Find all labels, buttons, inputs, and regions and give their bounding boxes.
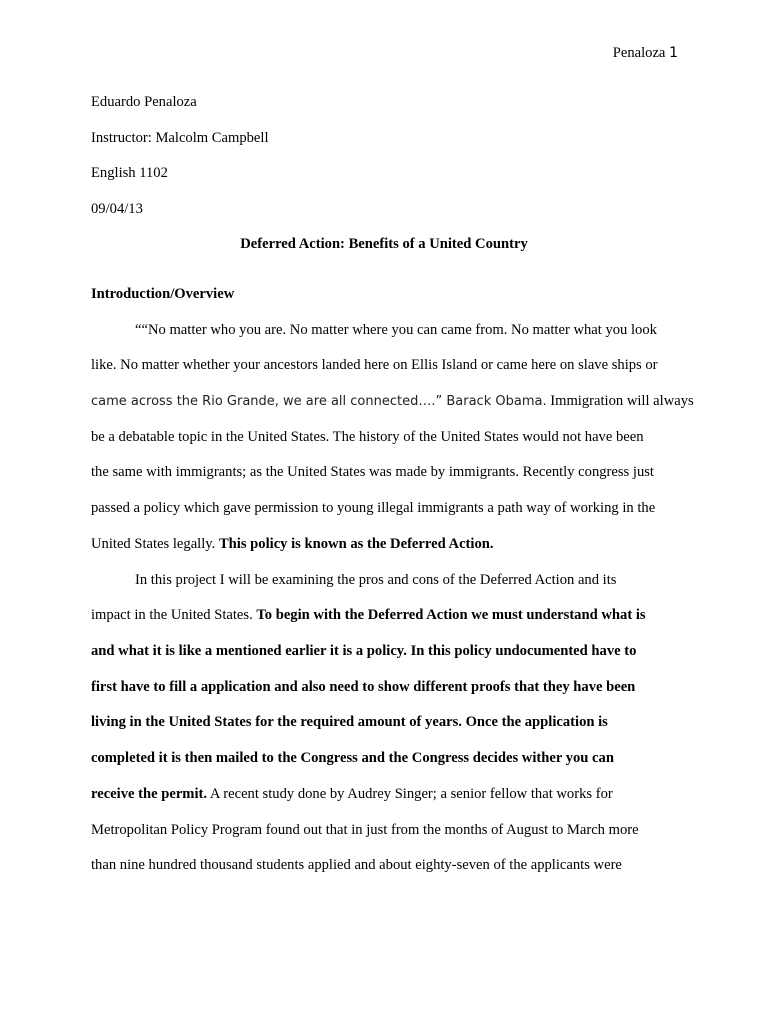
paragraph1-line7 <box>91 535 677 553</box>
paragraph1-line7-plain: United States legally. <box>91 536 219 552</box>
paragraph2-line3: and what it is like a mentioned earlier it is a policy. In this policy undocumented have to <box>91 643 637 659</box>
paragraph2-line9: than nine hundred thousand students applied and about eighty-seven of the applicants were <box>91 857 622 873</box>
paragraph2-line5: living in the United States for the required amount of years. Once the application is <box>91 714 608 730</box>
running-header <box>613 45 678 62</box>
paragraph1-line3-rest: Immigration will always <box>546 393 694 409</box>
paragraph2-line6: completed it is then mailed to the Congress and the Congress decides wither you can <box>91 750 614 766</box>
paragraph2-line1: In this project I will be examining the pros and cons of the Deferred Action and its <box>135 572 617 588</box>
page-number: 1 <box>669 45 678 61</box>
paragraph2-line7 <box>91 785 677 803</box>
paragraph1-line3 <box>91 392 694 411</box>
paragraph1-line4: be a debatable topic in the United States. The history of the United States would not have been <box>91 429 644 445</box>
running-head-name: Penaloza <box>612 45 666 61</box>
course-name: English 1102 <box>91 165 168 181</box>
section-heading: Introduction/Overview <box>91 286 235 302</box>
paragraph2-line2-plain: impact in the United States. <box>91 607 257 623</box>
paragraph1-line5: the same with immigrants; as the United States was made by immigrants. Recently congress just <box>91 464 654 480</box>
paragraph1-line6: passed a policy which gave permission to young illegal immigrants a path way of working in the <box>91 500 656 516</box>
paragraph2-line4: first have to fill a application and also need to show different proofs that they have been <box>91 679 636 695</box>
paragraph1-line7-bold: This policy is known as the Deferred Action. <box>218 536 494 552</box>
essay-title: Deferred Action: Benefits of a United Country <box>240 236 528 252</box>
paragraph2-line2-bold: To begin with the Deferred Action we must understand what is <box>256 607 646 623</box>
paragraph1-line1: ““No matter who you are. No matter where you can came from. No matter what you look <box>135 322 657 338</box>
paragraph2-line7-plain: A recent study done by Audrey Singer; a senior fellow that works for <box>207 786 613 802</box>
obama-quote-text: came across the Rio Grande, we are all connected….” Barack Obama. <box>91 394 547 409</box>
paragraph2-line7-bold: receive the permit. <box>91 786 208 802</box>
paragraph2-line2 <box>91 606 677 624</box>
document-date: 09/04/13 <box>91 201 143 217</box>
author-name: Eduardo Penaloza <box>91 94 197 110</box>
paragraph1-line2: like. No matter whether your ancestors landed here on Ellis Island or came here on slave ships or <box>91 357 658 373</box>
paragraph2-line8: Metropolitan Policy Program found out that in just from the months of August to March more <box>91 822 639 838</box>
instructor-name: Instructor: Malcolm Campbell <box>91 130 269 146</box>
